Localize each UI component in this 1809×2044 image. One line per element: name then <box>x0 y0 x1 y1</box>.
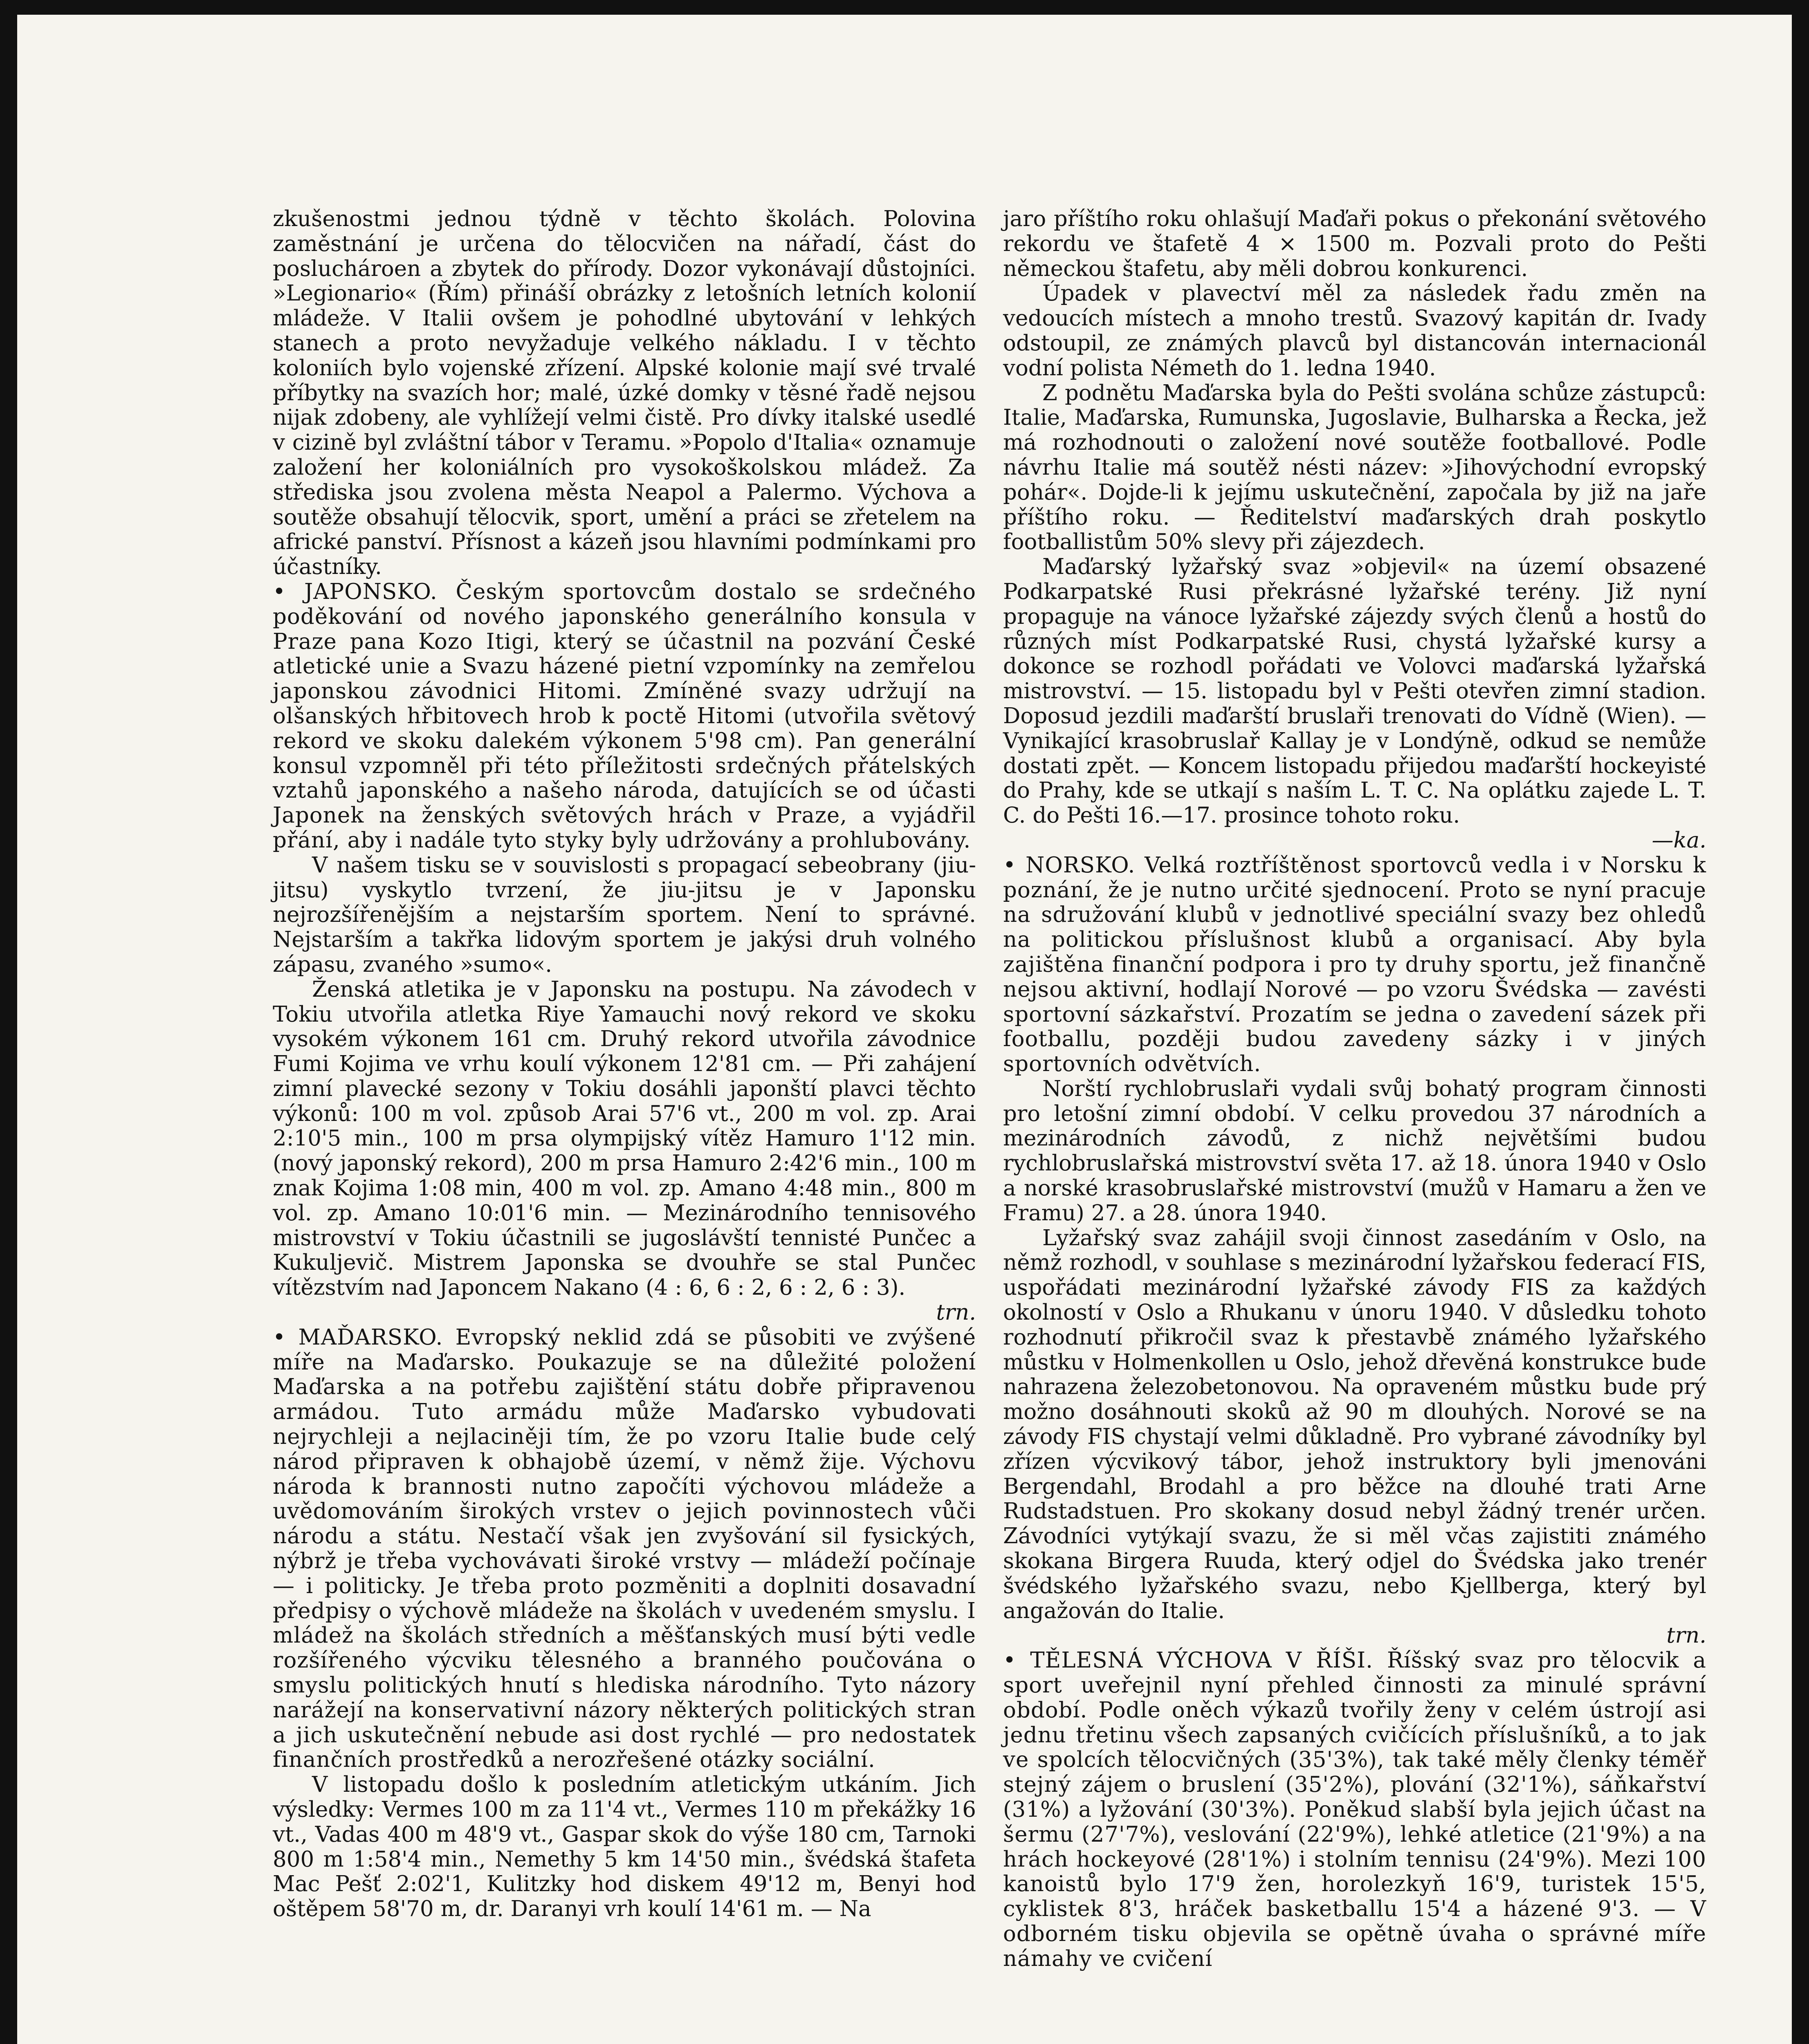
paragraph-italy-colonies: zkušenostmi jednou týdně v těchto školách. Polovina zaměstnání je určena do tělocvičen na nářadí, část do posluchároen a zbytek do přírody. Dozor vykonávají důstojníci. »Legionario« (Řím) přináší obrázky z letošních letních kolonií mládeže. V Italii ovšem je pohodlné ubytování v lehkých stanech a proto nevyžaduje velkého nákladu. I v těchto koloniích bylo vojenské zřízení. Alpské kolonie mají své trvalé příbytky na svazích hor; malé, úzké domky v těsné řadě nejsou nijak zdobeny, ale vyhlížejí velmi čistě. Pro dívky italské usedlé v cizině byl zvláštní tábor v Teramu. »Popolo d'Italia« oznamuje založení her koloniálních pro vysokoškolskou mládež. Za střediska jsou zvolena města Neapol a Palermo. Výchova a soutěže obsahují tělocvik, sport, umění a práci se zřetelem na africké panství. Přísnost a kázeň jsou hlavními podmínkami pro účastníky. <box>273 206 976 580</box>
signature-trn-1: trn. <box>936 1300 976 1325</box>
paragraph-hungary-skiing: Maďarský lyžařský svaz »objevil« na území obsazené Podkarpatské Rusi překrásné lyžařské terény. Již nyní propaguje na vánoce lyžařské zájezdy svých členů a hostů do různých míst Podkarpatské Rusi, chystá lyžařské kursy a dokonce se rozhodl pořádati ve Volovci maďarská lyžařská mistrovství. — 15. listopadu byl v Pešti otevřen zimní stadion. Doposud jezdili maďarští bruslaři trenovati do Vídně (Wien). — Vynikající krasobruslař Kallay je v Londýně, odkud se nemůže dostati zpět. — Koncem listopadu přijedou maďarští hockeyisté do Prahy, kde se utkají s naším L. T. C. Na oplátku zajede L. T. C. do Pešti 16.—17. prosince tohoto roku. <box>1003 554 1706 828</box>
paragraph-reich-heading: • TĚLESNÁ VÝCHOVA V ŘÍŠI. Říšský svaz pro tělocvik a sport uveřejnil nyní přehled činnosti za minulé správní období. Podle oněch výkazů tvořily ženy v celém ústrojí asi jednu třetinu všech zapsaných cvičících příslušníků, a to jak ve spolcích tělocvičných (35'3%), tak také měly členky téměř stejný zájem o bruslení (35'2%), plování (32'1%), sáňkařství (31%) a lyžování (30'3%). Poněkud slabší byla jejich účast na šermu (27'7%), veslování (22'9%), lehké atletice (21'9%) a na hrách hockeyové (28'1%) i stolním tennisu (24'9%). Mezi 100 kanoistů bylo 17'9 žen, horolezkyň 16'9, turistek 15'5, cyklistek 8'3, hráček basketballu 15'4 a házené 9'3. — V odborném tisku objevila se opětně úvaha o správné míře námahy ve cvičení <box>1003 1648 1706 1971</box>
right-column <box>1003 207 1706 1972</box>
paragraph-hungary-heading: • MAĎARSKO. Evropský neklid zdá se působiti ve zvýšené míře na Maďarsko. Poukazuje se na důležité položení Maďarska a na potřebu zajištění státu dobře připravenou armádou. Tuto armádu může Maďarsko vybudovati nejrychleji a nejlaciněji tím, že po vzoru Italie bude celý národ připraven k obhajobě území, v němž žije. Výchovu národa k brannosti nutno započíti výchovou mládeže a uvědomováním širokých vrstev o jejich povinnostech vůči národu a státu. Nestačí však jen zvyšování sil fysických, nýbrž je třeba vychovávati široké vrstvy — mládeží počínaje — i politicky. Je třeba proto pozměniti a doplniti dosavadní předpisy o výchově mládeže na školách v uvedeném smyslu. I mládež na školách středních a měšťanských musí býti vedle rozšířeného výcviku tělesného a branného poučována o smyslu politických hnutí s hlediska národního. Tyto názory narážejí na konservativní názory některých politických stran a jich uskutečnění nebude asi dost rychlé — pro nedostatek finančních prostředků a nerozřešené otázky sociální. <box>273 1325 976 1773</box>
paragraph-norway-ski-federation: Lyžařský svaz zahájil svoji činnost zasedáním v Oslo, na němž rozhodl, v souhlase s mezinárodní lyžařskou federací FIS, uspořádati mezinárodní lyžařské závody FIS za každých okolností v Oslo a Rhukanu v únoru 1940. V důsledku tohoto rozhodnutí přikročil svaz k přestavbě známého lyžařského můstku v Holmenkollen u Oslo, jehož dřevěná konstrukce bude nahrazena železobetonovou. Na opraveném můstku bude prý možno dosáhnouti skoků až 90 m dlouhých. Norové se na závody FIS chystají velmi důkladně. Pro vybrané závodníky byl zřízen výcvikový tábor, jehož instruktory byli jmenováni Bergendahl, Brodahl a pro běžce na dlouhé trati Arne Rudstadstuen. Pro skokany dosud nebyl žádný trenér určen. Závodníci vytýkají svazu, že si měl včas zajistiti známého skokana Birgera Ruuda, který odjel do Švédska jako trenér švédského lyžařského svazu, nebo Kjellberga, který byl angažován do Italie. <box>1003 1225 1706 1623</box>
paragraph-norway-heading: • NORSKO. Velká roztříštěnost sportovců vedla i v Norsku k poznání, že je nutno určité sjednocení. Proto se nyní pracuje na sdružování klubů v jednotlivé speciální svazy bez ohledů na politickou příslušnost klubů a organisací. Aby byla zajištěna finanční podpora i pro ty druhy sportu, jež finančně nejsou aktivní, hodlají Norové — po vzoru Švédska — zavésti sportovní sázkařství. Prozatím se jedna o zavedení sázek při footballu, později budou zavedeny sázky i v jiných sportovních odvětvích. <box>1003 852 1706 1077</box>
paragraph-japan-heading: • JAPONSKO. Českým sportovcům dostalo se srdečného poděkování od nového japonského generálního konsula v Praze pana Kozo Itigi, který se účastnil na pozvání České atletické unie a Svazu házené pietní vzpomínky na zemřelou japonskou závodnici Hitomi. Zmíněné svazy udržují na olšanských hřbitovech hrob k poctě Hitomi (utvořila světový rekord ve skoku dalekém výkonem 5'98 cm). Pan generální konsul vzpomněl při této příležitosti srdečných přátelských vztahů japonského a našeho národa, datujících se od účasti Japonek na ženských světových hrách v Praze, a vyjádřil přání, aby i nadále tyto styky byly udržovány a prohlubovány. <box>273 579 976 853</box>
paragraph-hungary-swimming: Úpadek v plavectví měl za následek řadu změn na vedoucích místech a mnoho trestů. Svazový kapitán dr. Ivady odstoupil, ze známých plavců byl distancován internacionál vodní polista Németh do 1. ledna 1940. <box>1003 281 1706 381</box>
paragraph-hungary-athletics: V listopadu došlo k posledním atletickým utkáním. Jich výsledky: Vermes 100 m za 11'4 vt., Vermes 110 m překážky 16 vt., Vadas 400 m 48'9 vt., Gaspar skok do výše 180 cm, Tarnoki 800 m 1:58'4 min., Nemethy 5 km 14'50 min., švédská štafeta Mac Pešť 2:02'1, Kulitzky hod diskem 49'12 m, Benyi hod oštěpem 58'70 m, dr. Daranyi vrh koulí 14'61 m. — Na <box>273 1772 976 1922</box>
signature-trn-2: trn. <box>1666 1623 1706 1648</box>
page-sheet <box>17 15 1792 2044</box>
paragraph-japan-jiu-jitsu: V našem tisku se v souvislosti s propagací sebeobrany (jiu-jitsu) vyskytlo tvrzení, že jiu-jitsu je v Japonsku nejrozšířenějším a nejstarším sportem. Není to správné. Nejstarším a takřka lidovým sportem je jakýsi druh volného zápasu, zvaného »sumo«. <box>273 852 976 977</box>
left-column <box>273 207 976 1922</box>
signature-ka: —ka. <box>1652 827 1706 853</box>
paragraph-japan-athletics: Ženská atletika je v Japonsku na postupu. Na závodech v Tokiu utvořila atletka Riye Yamauchi nový rekord ve skoku vysokém výkonem 161 cm. Druhý rekord utvořila závodnice Fumi Kojima ve vrhu koulí výkonem 12'81 cm. — Při zahájení zimní plavecké sezony v Tokiu dosáhli japonští plavci těchto výkonů: 100 m vol. způsob Arai 57'6 vt., 200 m vol. zp. Arai 2:10'5 min., 100 m prsa olympijský vítěz Hamuro 1'12 min. (nový japonský rekord), 200 m prsa Hamuro 2:42'6 min., 100 m znak Kojima 1:08 min, 400 m vol. zp. Amano 4:48 min., 800 m vol. zp. Amano 10:01'6 min. — Mezinárodního tennisového mistrovství v Tokiu účastnili se jugoslávští tennisté Punčec a Kukuljevič. Mistrem Japonska se dvouhře se stal Punčec vítězstvím nad Japoncem Nakano (4 : 6, 6 : 2, 6 : 2, 6 : 3). <box>273 977 976 1300</box>
paragraph-hungary-football: Z podnětu Maďarska byla do Pešti svolána schůze zástupců: Italie, Maďarska, Rumunska, Jugoslavie, Bulharska a Řecka, jež má rozhodnouti o založení nové soutěže footballové. Podle návrhu Italie má soutěž nésti název: »Jihovýchodní evropský pohár«. Dojde-li k jejímu uskutečnění, započala by již na jaře příštího roku. — Ředitelství maďarských drah poskytlo footballistům 50% slevy při zájezdech. <box>1003 380 1706 555</box>
paragraph-hungary-relay: jaro příštího roku ohlašují Maďaři pokus o překonání světového rekordu ve štafetě 4 × 1500 m. Pozvali proto do Pešti německou štafetu, aby měli dobrou konkurenci. <box>1003 206 1706 281</box>
paragraph-norway-skating: Norští rychlobruslaři vydali svůj bohatý program činnosti pro letošní zimní období. V celku provedou 37 národních a mezinárodních závodů, z nichž největšími budou rychlobruslařská mistrovství světa 17. až 18. února 1940 v Oslo a norské krasobruslařské mistrovství (mužů v Hamaru a žen ve Framu) 27. a 28. února 1940. <box>1003 1076 1706 1226</box>
